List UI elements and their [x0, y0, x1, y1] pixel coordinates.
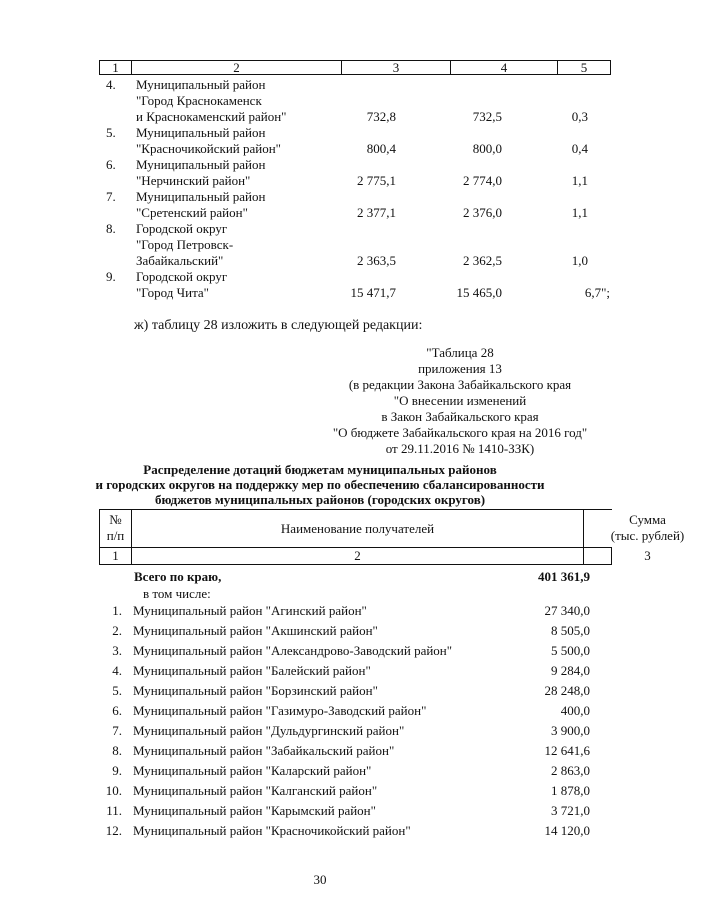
including-label: в том числе:	[143, 586, 211, 601]
row-name: Муниципальный район "Красночикойский район"	[133, 823, 411, 838]
row-value: 14 120,0	[544, 823, 590, 838]
heading-line: бюджетов муниципальных районов (городских округов)	[154, 492, 486, 507]
row-name-line: Муниципальный район	[136, 157, 266, 172]
row-value-col5: 0,3	[571, 109, 588, 124]
header-sum-line1: Сумма	[629, 512, 666, 527]
row-value: 3 721,0	[551, 803, 590, 818]
reference-line: (в редакции Закона Забайкальского края	[348, 377, 572, 392]
row-number: 1.	[112, 603, 122, 618]
table1-col-4: 4	[450, 61, 557, 74]
total-value: 401 361,9	[538, 569, 590, 584]
reference-line: от 29.11.2016 № 1410-ЗЗК)	[385, 441, 535, 456]
heading-line: и городских округов на поддержку мер по обеспечению сбалансированности	[95, 477, 545, 492]
row-value-col4: 800,0	[472, 141, 502, 156]
reference-line: в Закон Забайкальского края	[381, 409, 539, 424]
row-name-line: "Город Краснокаменск	[136, 93, 262, 108]
row-value: 28 248,0	[544, 683, 590, 698]
row-number: 8.	[106, 221, 116, 236]
row-value: 2 863,0	[551, 763, 590, 778]
row-number: 6.	[106, 157, 116, 172]
row-number: 9.	[112, 763, 122, 778]
row-name-line: Муниципальный район	[136, 189, 266, 204]
table2-column-numbers	[99, 548, 651, 565]
total-label: Всего по краю,	[134, 569, 222, 584]
table1-col-2: 2	[131, 61, 341, 74]
row-value-col5: 0,4	[571, 141, 588, 156]
row-name-line: "Красночикойский район"	[136, 141, 281, 156]
row-name: Муниципальный район "Александрово-Заводский район"	[133, 643, 453, 658]
header-name: Наименование получателей	[131, 510, 583, 547]
row-number: 7.	[112, 723, 122, 738]
row-number: 3.	[112, 643, 122, 658]
row-number: 10.	[105, 783, 122, 798]
header-num	[100, 510, 131, 547]
row-value: 400,0	[560, 703, 590, 718]
row-name-line: "Сретенский район"	[136, 205, 248, 220]
row-number: 4.	[112, 663, 122, 678]
row-name-line: "Город Чита"	[136, 285, 209, 300]
row-number: 8.	[112, 743, 122, 758]
row-value-col4: 15 465,0	[456, 285, 502, 300]
row-name-line: и Краснокаменский район"	[136, 109, 287, 124]
heading-line: Распределение дотаций бюджетам муниципальных районов	[143, 462, 497, 477]
row-name: Муниципальный район "Калганский район"	[133, 783, 378, 798]
row-value: 3 900,0	[551, 723, 590, 738]
reference-line: "О внесении изменений	[393, 393, 527, 408]
row-name: Муниципальный район "Агинский район"	[133, 603, 367, 618]
row-value-col3: 2 775,1	[357, 173, 396, 188]
row-name-line: Городской округ	[136, 221, 228, 236]
row-name-line: Забайкальский"	[136, 253, 224, 268]
row-value: 5 500,0	[551, 643, 590, 658]
col-number-3: 3	[583, 548, 711, 564]
row-number: 12.	[105, 823, 122, 838]
row-value: 8 505,0	[551, 623, 590, 638]
row-number: 2.	[112, 623, 122, 638]
row-number: 5.	[112, 683, 122, 698]
row-number: 4.	[106, 77, 116, 92]
reference-line: приложения 13	[418, 361, 502, 376]
row-value: 9 284,0	[551, 663, 590, 678]
table1-header	[99, 60, 611, 75]
table1-col-3: 3	[341, 61, 450, 74]
row-name-line: Муниципальный район	[136, 125, 266, 140]
row-name: Муниципальный район "Карымский район"	[133, 803, 376, 818]
row-value: 1 878,0	[551, 783, 590, 798]
row-name-line: Муниципальный район	[136, 77, 266, 92]
row-number: 9.	[106, 269, 116, 284]
row-name-line: "Нерчинский район"	[136, 173, 251, 188]
table1-col-5: 5	[557, 61, 610, 74]
row-value-col5: 1,1	[571, 173, 588, 188]
row-value: 12 641,6	[544, 743, 590, 758]
table1-col-1: 1	[112, 60, 119, 75]
header-sum-line2: (тыс. рублей)	[610, 528, 685, 543]
row-number: 6.	[112, 703, 122, 718]
row-name: Муниципальный район "Дульдургинский район"	[133, 723, 405, 738]
row-value-col4: 732,5	[472, 109, 502, 124]
header-num-line1: №	[109, 512, 122, 527]
row-value: 27 340,0	[544, 603, 590, 618]
col-number-2: 2	[131, 548, 583, 564]
table2-header	[99, 509, 685, 548]
header-num-line2: п/п	[106, 528, 125, 543]
row-number: 11.	[106, 803, 122, 818]
row-value-col3: 2 377,1	[357, 205, 396, 220]
row-name: Муниципальный район "Балейский район"	[133, 663, 371, 678]
row-value-col5: 1,1	[571, 205, 588, 220]
reference-line: "Таблица 28	[426, 345, 494, 360]
row-value-col3: 800,4	[366, 141, 396, 156]
row-number: 7.	[106, 189, 116, 204]
header-sum	[583, 510, 711, 547]
col-number-1: 1	[112, 548, 119, 563]
row-number: 5.	[106, 125, 116, 140]
row-name: Муниципальный район "Каларский район"	[133, 763, 372, 778]
row-name-line: "Город Петровск-	[136, 237, 234, 252]
row-name-line: Городской округ	[136, 269, 228, 284]
row-value-col4: 2 362,5	[463, 253, 502, 268]
row-value-col3: 732,8	[366, 109, 396, 124]
row-name: Муниципальный район "Забайкальский район"	[133, 743, 395, 758]
reference-line: "О бюджете Забайкальского края на 2016 год"	[332, 425, 588, 440]
row-value-col3: 15 471,7	[350, 285, 396, 300]
page-number: 30	[313, 872, 327, 887]
row-value-col5: 1,0	[571, 253, 588, 268]
instruction-text: ж) таблицу 28 изложить в следующей редакции:	[134, 318, 423, 333]
row-value-col3: 2 363,5	[357, 253, 396, 268]
row-name: Муниципальный район "Акшинский район"	[133, 623, 378, 638]
row-name: Муниципальный район "Борзинский район"	[133, 683, 378, 698]
row-value-col4: 2 774,0	[463, 173, 502, 188]
row-value-col5: 6,7";	[584, 285, 610, 300]
row-name: Муниципальный район "Газимуро-Заводский район"	[133, 703, 427, 718]
row-value-col4: 2 376,0	[463, 205, 502, 220]
